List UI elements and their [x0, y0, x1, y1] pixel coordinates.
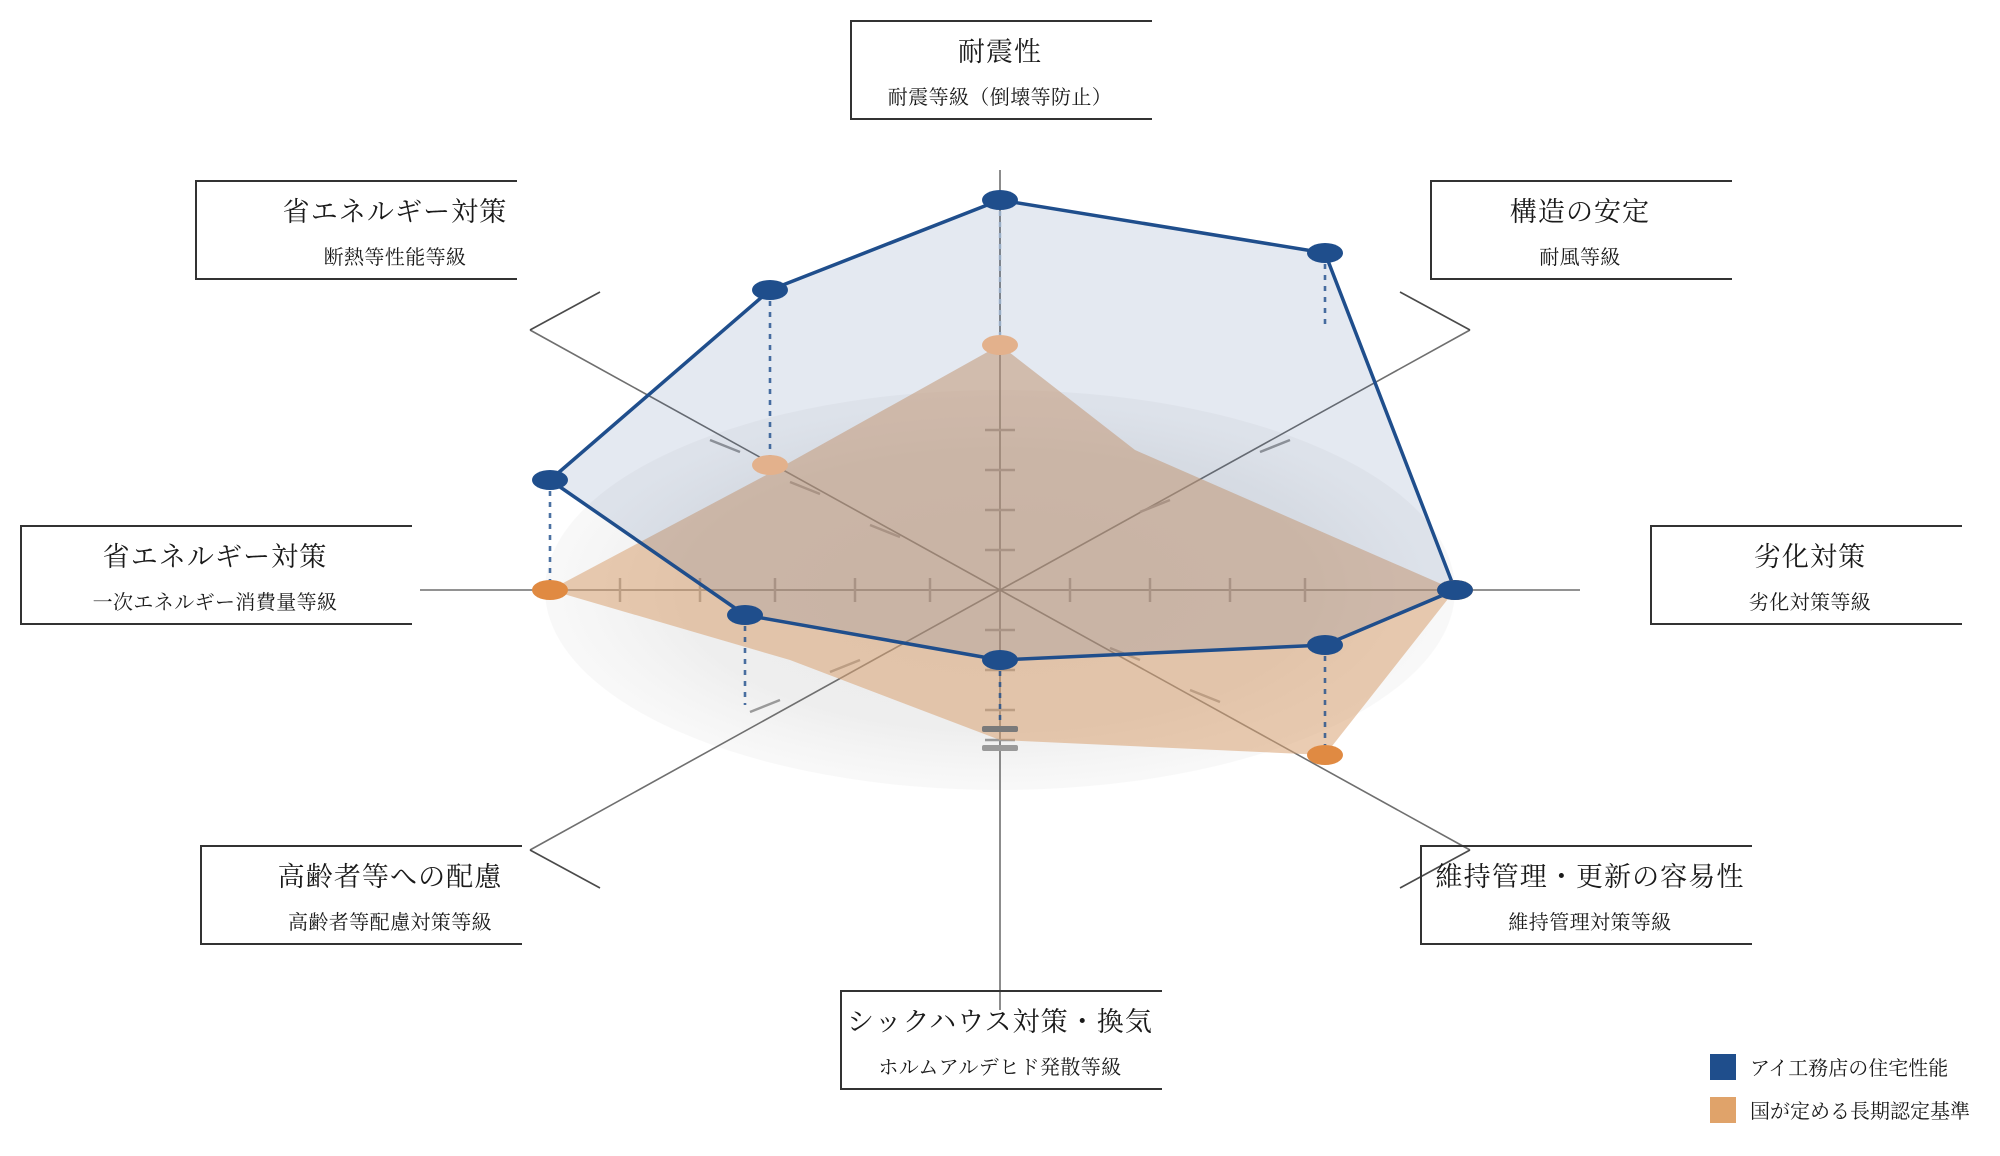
legend-label-standard: 国が定める長期認定基準: [1750, 1101, 1970, 1123]
axis-label-maintenance-sub: 維持管理対策等級: [1508, 912, 1672, 934]
axis-label-elderly: [190, 845, 590, 945]
legend-swatch-company: [1710, 1054, 1736, 1080]
axis-label-energy-primary: [10, 525, 420, 625]
axis-label-elderly-sub: 高齢者等配慮対策等級: [288, 912, 492, 934]
legend-swatch-standard: [1710, 1097, 1736, 1123]
axis-label-deterioration: [1620, 525, 2000, 625]
axis-label-energy-insulation-sub: 断熱等性能等級: [323, 247, 467, 269]
axis-label-sickhouse: [790, 990, 1210, 1090]
axis-label-structure-title: 構造の安定: [1509, 197, 1651, 227]
axis-label-maintenance: [1390, 845, 1790, 945]
axis-label-deterioration-title: 劣化対策: [1753, 542, 1867, 572]
axis-label-energy-primary-title: 省エネルギー対策: [102, 542, 328, 572]
legend-item-company: [1710, 1052, 1970, 1081]
axis-label-energy-insulation-title: 省エネルギー対策: [282, 197, 508, 227]
legend-label-company: アイ工務店の住宅性能: [1750, 1058, 1949, 1080]
axis-label-energy-insulation: [185, 180, 605, 280]
chart-legend: [1710, 1038, 1970, 1124]
axis-label-seismic-sub: 耐震等級（倒壊等防止）: [887, 87, 1113, 109]
legend-item-standard: [1710, 1095, 1970, 1124]
axis-label-seismic: [790, 20, 1210, 120]
axis-label-sickhouse-sub: ホルムアルデヒド発散等級: [878, 1057, 1122, 1079]
axis-label-elderly-title: 高齢者等への配慮: [277, 862, 503, 892]
axis-label-structure-sub: 耐風等級: [1539, 247, 1621, 269]
axis-label-sickhouse-title: シックハウス対策・換気: [847, 1007, 1153, 1037]
axis-label-maintenance-title: 維持管理・更新の容易性: [1435, 862, 1745, 892]
axis-label-deterioration-sub: 劣化対策等級: [1748, 592, 1872, 614]
axis-label-energy-primary-sub: 一次エネルギー消費量等級: [92, 592, 338, 614]
axis-label-seismic-title: 耐震性: [957, 37, 1043, 67]
axis-label-structure: [1380, 180, 1780, 280]
